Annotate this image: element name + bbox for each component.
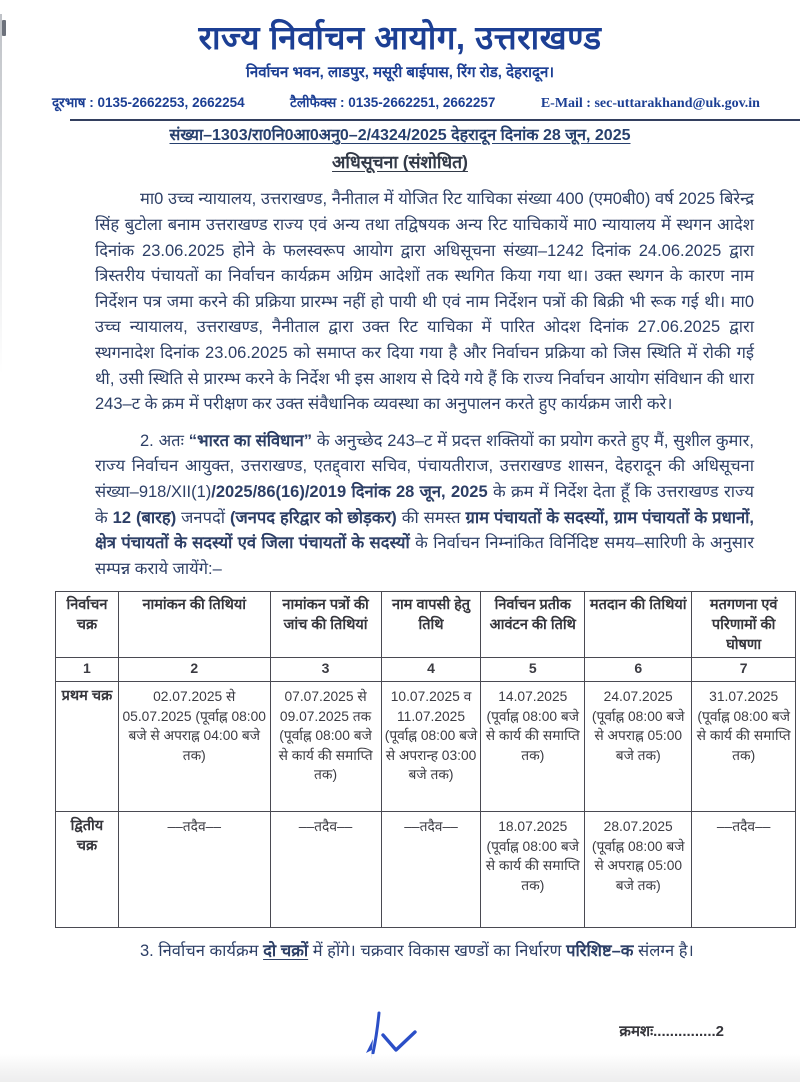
phone-number: दूरभाष : 0135-2662253, 2662254 <box>52 95 245 110</box>
table-row-first-cycle <box>56 682 796 812</box>
cell-scrutiny-dates: 07.07.2025 से 09.07.2025 तक (पूर्वाह्न 08:00 बजे से कार्य की समाप्ति तक) <box>270 682 381 812</box>
cell-scrutiny-dates: ––तदैव–– <box>270 812 381 928</box>
cell-nomination-dates: ––तदैव–– <box>118 812 270 928</box>
org-title: राज्य निर्वाचन आयोग, उत्तराखण्ड <box>198 19 602 56</box>
reference-text: संख्या–1303/रा0नि0आ0अनु0–2/4324/2025 देहरादून दिनांक 28 जून, 2025 <box>169 127 631 145</box>
cell-counting-date: 31.07.2025 (पूर्वाह्न 08:00 बजे से कार्य की समाप्ति तक) <box>692 682 796 812</box>
email-address: E-Mail : sec-uttarakhand@uk.gov.in <box>540 96 760 111</box>
continuation-note: क्रमशः...............2 <box>619 1022 724 1040</box>
cell-nomination-dates: 02.07.2025 से 05.07.2025 (पूर्वाह्न 08:00 बजे से अपराह्न 04:00 बजे तक) <box>118 682 270 812</box>
cell-cycle-name: प्रथम चक्र <box>56 682 119 812</box>
cell-withdrawal-date: 10.07.2025 व 11.07.2025 (पूर्वाह्न 08:00 बजे से अपरान्ह 03:00 बजे तक) <box>381 682 481 812</box>
col-header-polling-dates: मतदान की तिथियां <box>585 592 692 658</box>
col-header-withdrawal-date: नाम वापसी हेतु तिथि <box>381 592 481 658</box>
election-schedule-table <box>55 591 796 928</box>
col-header-cycle: निर्वाचन चक्र <box>56 592 119 658</box>
col-header-nomination-dates: नामांकन की तिथियां <box>118 592 270 658</box>
column-number: 7 <box>692 658 796 682</box>
notification-title <box>0 150 800 174</box>
column-number: 5 <box>481 658 585 682</box>
cell-polling-date: 28.07.2025 (पूर्वाह्न 08:00 बजे से अपराह्न 05:00 बजे तक) <box>585 812 692 928</box>
notification-title-text: अधिसूचना (संशोधित) <box>332 152 468 173</box>
table-header-row <box>56 592 796 658</box>
contact-row <box>0 82 800 112</box>
column-number: 4 <box>381 658 481 682</box>
letterhead <box>0 14 800 121</box>
cell-symbol-allotment: 18.07.2025 (पूर्वाह्न 08:00 बजे से कार्य की समाप्ति तक) <box>481 812 585 928</box>
col-header-counting-results: मतगणना एवं परिणामों की घोषणा <box>692 592 796 658</box>
column-number: 2 <box>118 658 270 682</box>
header-divider <box>70 119 800 121</box>
table-row-second-cycle <box>56 812 796 928</box>
reference-line <box>0 123 800 145</box>
col-header-symbol-allotment: निर्वाचन प्रतीक आवंटन की तिथि <box>481 592 585 658</box>
cell-counting-date: ––तदैव–– <box>692 812 796 928</box>
paragraph-2: 2. अतः “भारत का संविधान” के अनुच्छेद 243–ट में प्रदत्त शक्तियों का प्रयोग करते हुए मैं, सुशील कुमार, राज्य निर्वाचन आयुक्त, उत्तराखण्ड, एतद्द्वारा सचिव, पंचायतीराज, उत्तराखण्ड शासन, देहरादून की अधिसूचना संख्या–918/XII(1)/2025/86(16)/2019 दिनांक 28 जून, 2025 के क्रम में निर्देश देता हूँ कि उत्तराखण्ड राज्य के 12 (बारह) जनपदों (जनपद हरिद्वार को छोड़कर) की समस्त ग्राम पंचायतों के सदस्यों, ग्राम पंचायतों के प्रधानों, क्षेत्र पंचायतों के सदस्यों एवं जिला पंचायतों के सदस्यों के निर्वाचन निम्नांकित विर्निदिष्ट समय–सारिणी के अनुसार सम्पन्न कराये जायेंगे:– <box>95 431 755 578</box>
scan-edge-shadow <box>0 14 2 374</box>
cell-cycle-name: द्वितीय चक्र <box>56 812 119 928</box>
col-header-scrutiny-dates: नामांकन पत्रों की जांच की तिथियां <box>270 592 381 658</box>
cell-symbol-allotment: 14.07.2025 (पूर्वाह्न 08:00 बजे से कार्य की समाप्ति तक) <box>481 682 585 812</box>
scan-artifact-speck <box>2 20 6 36</box>
column-number: 1 <box>56 658 119 682</box>
scanned-notification-page <box>0 14 800 1082</box>
cell-polling-date: 24.07.2025 (पूर्वाह्न 08:00 बजे से अपराह्न 05:00 बजे तक) <box>585 682 692 812</box>
column-number: 3 <box>270 658 381 682</box>
column-number: 6 <box>585 658 692 682</box>
paragraph-1: मा0 उच्च न्यायालय, उत्तराखण्ड, नैनीताल में योजित रिट याचिका संख्या 400 (एम0बी0) वर्ष 2025 बिरेन्द्र सिंह बुटोला बनाम उत्तराखण्ड राज्य एवं अन्य तथा तद्विषयक अन्य रिट याचिकायें मा0 न्यायालय में स्थगन आदेश दिनांक 23.06.2025 होने के फलस्वरूप आयोग द्वारा अधिसूचना संख्या–1242 दिनांक 24.06.2025 द्वारा त्रिस्तरीय पंचायतों का निर्वाचन कार्यक्रम अग्रिम आदेशों तक स्थगित किया गया था। उक्त स्थगन के कारण नाम निर्देशन पत्र जमा करने की प्रक्रिया प्रारम्भ नहीं हो पायी थी एवं नाम निर्देशन पत्रों की बिक्री भी रूक गई थी। मा0 उच्च न्यायालय, उत्तराखण्ड, नैनीताल द्वारा उक्त रिट याचिका में पारित ओदश दिनांक 27.06.2025 द्वारा स्थगनादेश दिनांक 23.06.2025 को समाप्त कर दिया गया है और निर्वाचन प्रक्रिया को जिस स्थिति में रोकी गई थी, उसी स्थिति से प्रारम्भ करने के निर्देश भी इस आशय से दिये गये हैं कि राज्य निर्वाचन आयोग संविधान की धारा 243–ट के क्रम में परीक्षण कर उक्त संवैधानिक व्यवस्था का अनुपालन करते हुए कार्यक्रम जारी करे। <box>95 190 754 414</box>
paragraph-3: 3. निर्वाचन कार्यक्रम दो चक्रों में होंगे। चक्रवार विकास खण्डों का निर्धारण परिशिष्ट–क संलग्न है। <box>140 942 694 961</box>
fax-number: टैलीफैक्स : 0135-2662251, 2662257 <box>290 95 496 110</box>
scan-bottom-shadow <box>0 1054 800 1082</box>
org-address: निर्वाचन भवन, लाडपुर, मसूरी बाईपास, रिंग रोड, देहरादून। <box>246 64 554 81</box>
column-number-row <box>56 658 796 682</box>
cell-withdrawal-date: ––तदैव–– <box>381 812 481 928</box>
